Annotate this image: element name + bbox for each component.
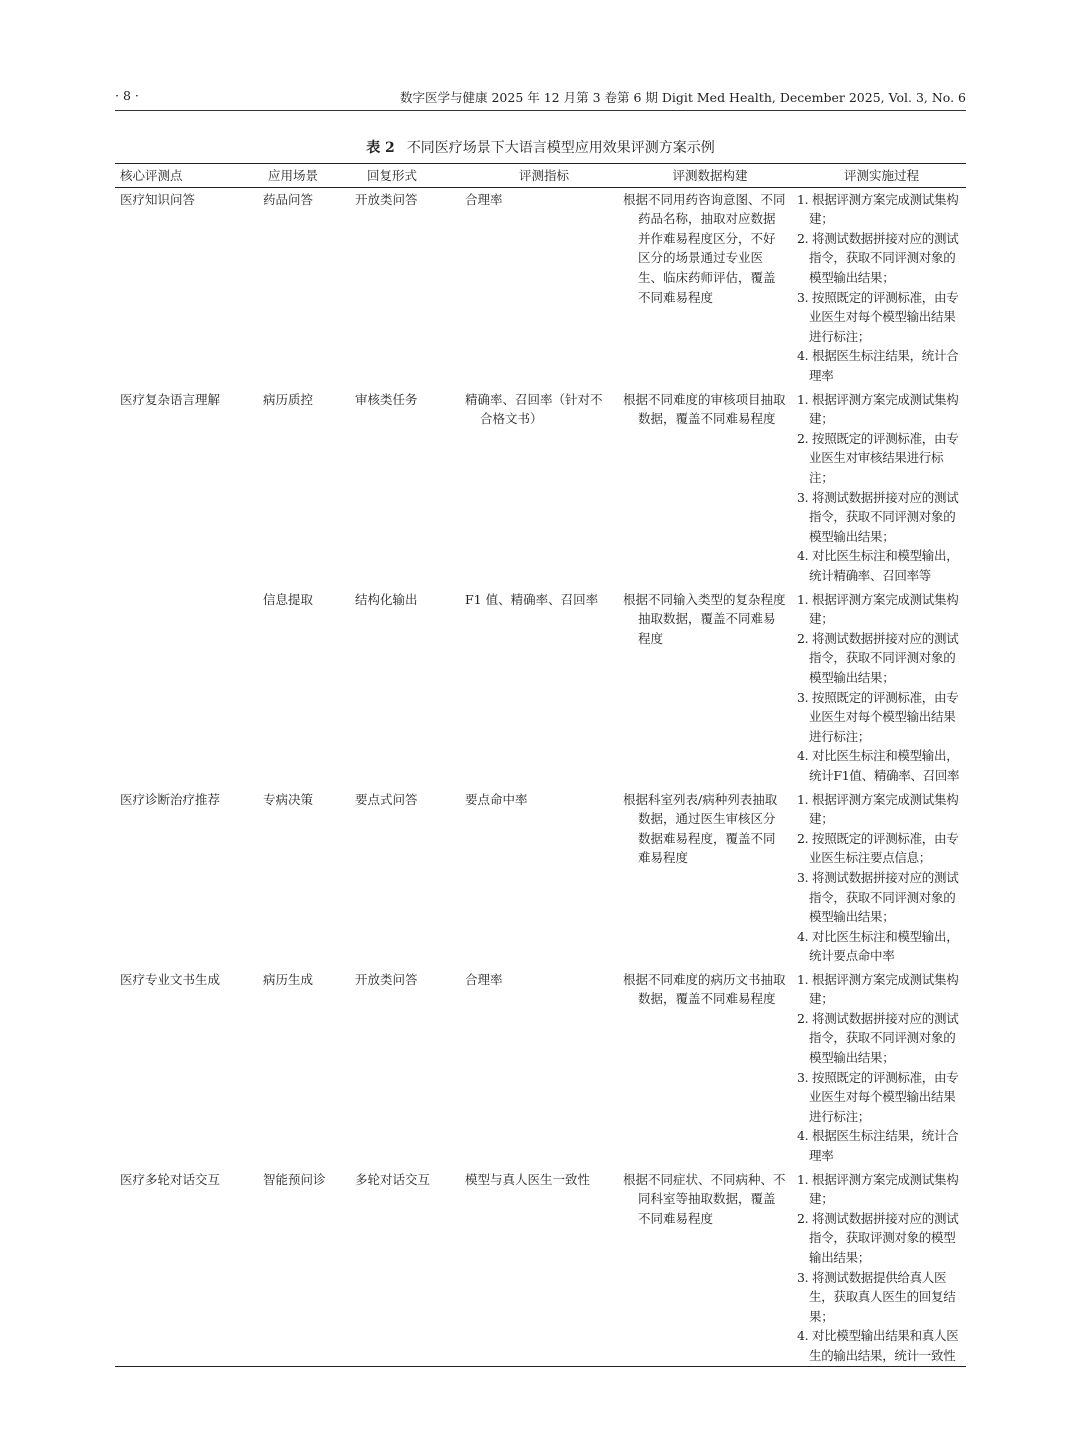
cell-core-point: 医疗诊断治疗推荐 [120, 791, 221, 807]
page-number: · 8 · [115, 88, 139, 103]
cell-scenario: 信息提取 [263, 591, 314, 607]
step-item: 2. 将测试数据拼接对应的测试指令，获取不同评测对象的模型输出结果； [797, 1010, 959, 1065]
step-item: 3. 将测试数据拼接对应的测试指令，获取不同评测对象的模型输出结果； [797, 869, 959, 925]
table-row [115, 788, 966, 968]
col-header-data: 评测数据构建 [623, 164, 797, 188]
cell-implementation-steps [797, 388, 966, 588]
evaluation-table [115, 163, 966, 1367]
step-item: 4. 对比医生标注和模型输出，统计要点命中率 [797, 928, 959, 964]
step-item: 3. 按照既定的评测标准，由专业医生对每个模型输出结果进行标注； [797, 1069, 959, 1124]
cell-data-construction: 根据不同用药咨询意图、不同药品名称，抽取对应数据并作难易程度区分，不好区分的场景通过专业医生、临床药师评估，覆盖不同难易程度 [623, 191, 786, 305]
cell-reply-form: 要点式问答 [355, 791, 418, 807]
col-header-form: 回复形式 [355, 164, 465, 188]
cell-core-point: 医疗多轮对话交互 [115, 1168, 263, 1366]
cell-core-point: 医疗知识问答 [120, 191, 196, 207]
cell-metric: 精确率、召回率（针对不合格文书） [465, 391, 603, 427]
cell-data-construction: 根据不同难度的审核项目抽取数据，覆盖不同难易程度 [623, 391, 786, 427]
cell-scenario: 专病决策 [263, 791, 314, 807]
table-row [115, 588, 966, 788]
cell-metric: 模型与真人医生一致性 [465, 1168, 623, 1366]
journal-citation: 数字医学与健康 2025 年 12 月第 3 卷第 6 期 Digit Med Health, December 2025, Vol. 3, No. 6 [399, 90, 966, 105]
step-item: 4. 根据医生标注结果，统计合理率 [797, 348, 959, 383]
step-item: 4. 根据医生标注结果，统计合理率 [797, 1128, 959, 1163]
table-label: 表 2 [366, 140, 395, 156]
step-item: 2. 将测试数据拼接对应的测试指令，获取不同评测对象的模型输出结果； [797, 630, 959, 685]
cell-metric: 要点命中率 [465, 791, 528, 807]
cell-implementation-steps [797, 968, 966, 1168]
step-item: 3. 按照既定的评测标准，由专业医生对每个模型输出结果进行标注； [797, 689, 959, 744]
col-header-steps: 评测实施过程 [797, 164, 966, 188]
table-row [115, 388, 966, 588]
cell-data-construction: 根据科室列表/病种列表抽取数据，通过医生审核区分数据难易程度，覆盖不同难易程度 [623, 791, 778, 866]
step-item: 3. 按照既定的评测标准，由专业医生对每个模型输出结果进行标注； [797, 289, 959, 344]
cell-implementation-steps [797, 788, 966, 968]
step-item: 3. 将测试数据拼接对应的测试指令，获取不同评测对象的模型输出结果； [797, 489, 959, 544]
cell-core-point: 医疗复杂语言理解 [120, 391, 221, 407]
table-row [115, 1168, 966, 1366]
step-item: 4. 对比模型输出结果和真人医生的输出结果，统计一致性 [797, 1328, 959, 1363]
cell-reply-form: 结构化输出 [355, 591, 418, 607]
cell-core-point: 医疗专业文书生成 [120, 971, 221, 987]
cell-reply-form: 开放类问答 [355, 191, 418, 207]
step-item: 1. 根据评测方案完成测试集构建； [797, 391, 959, 427]
cell-metric: 合理率 [465, 191, 503, 207]
step-item: 1. 根据评测方案完成测试集构建； [797, 791, 959, 827]
step-item: 2. 将测试数据拼接对应的测试指令，获取评测对象的模型输出结果； [797, 1210, 959, 1265]
table-caption [115, 137, 966, 157]
step-item: 4. 对比医生标注和模型输出，统计精确率、召回率等 [797, 548, 959, 583]
step-item: 2. 按照既定的评测标准，由专业医生标注要点信息； [797, 830, 959, 866]
cell-reply-form: 开放类问答 [355, 971, 418, 987]
cell-scenario: 病历生成 [263, 971, 314, 987]
cell-metric: F1 值、精确率、召回率 [465, 591, 599, 607]
table-row [115, 968, 966, 1168]
cell-reply-form: 审核类任务 [355, 391, 418, 407]
cell-data-construction: 根据不同输入类型的复杂程度抽取数据，覆盖不同难易程度 [623, 591, 786, 646]
col-header-point: 核心评测点 [115, 164, 263, 188]
table-header-row [115, 164, 966, 188]
cell-data-construction: 根据不同难度的病历文书抽取数据，覆盖不同难易程度 [623, 971, 786, 1007]
step-item: 4. 对比医生标注和模型输出，统计F1值、精确率、召回率 [797, 748, 960, 783]
cell-metric: 合理率 [465, 971, 503, 987]
cell-reply-form: 多轮对话交互 [355, 1168, 465, 1366]
step-item: 2. 按照既定的评测标准，由专业医生对审核结果进行标注； [797, 430, 959, 485]
step-item: 1. 根据评测方案完成测试集构建； [797, 191, 959, 227]
step-item: 1. 根据评测方案完成测试集构建； [797, 971, 959, 1007]
cell-scenario: 药品问答 [263, 191, 314, 207]
col-header-metric: 评测指标 [465, 164, 623, 188]
step-item: 1. 根据评测方案完成测试集构建； [797, 1171, 959, 1207]
cell-implementation-steps [797, 187, 966, 388]
cell-implementation-steps [797, 1168, 966, 1366]
table-title: 不同医疗场景下大语言模型应用效果评测方案示例 [406, 140, 715, 156]
running-header [115, 88, 966, 111]
cell-scenario: 病历质控 [263, 391, 314, 407]
cell-implementation-steps [797, 588, 966, 788]
step-item: 2. 将测试数据拼接对应的测试指令，获取不同评测对象的模型输出结果； [797, 230, 959, 285]
step-item: 1. 根据评测方案完成测试集构建； [797, 591, 959, 627]
step-item: 3. 将测试数据提供给真人医生，获取真人医生的回复结果； [797, 1269, 956, 1324]
col-header-scenario: 应用场景 [263, 164, 355, 188]
cell-data-construction: 根据不同症状、不同病种、不同科室等抽取数据，覆盖不同难易程度 [623, 1168, 797, 1366]
table-row [115, 187, 966, 388]
cell-core-point [115, 588, 263, 788]
cell-scenario: 智能预问诊 [263, 1168, 355, 1366]
